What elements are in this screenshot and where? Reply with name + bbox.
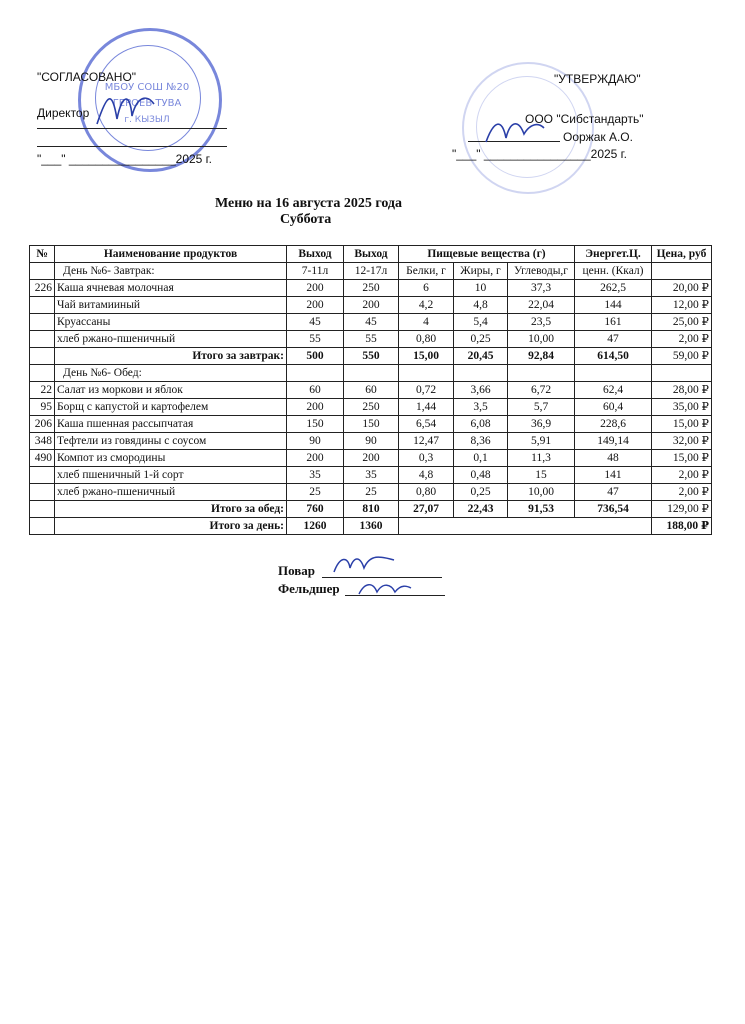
lunch-total-out2: 810: [344, 501, 399, 518]
col-out2-header: Выход: [344, 246, 399, 263]
lunch-name-cell: хлеб ржано-пшеничный: [55, 484, 287, 501]
breakfast-price-cell: 20,00 ₽: [652, 280, 712, 297]
breakfast-row: [30, 297, 712, 314]
lunch-fat-cell: 3,66: [454, 382, 508, 399]
lunch-section-row: [30, 365, 712, 382]
lunch-carbs-cell: 5,7: [508, 399, 575, 416]
day-total-row: [30, 518, 712, 535]
breakfast-total-label: Итого за завтрак:: [55, 348, 287, 365]
breakfast-out2-cell: 55: [344, 331, 399, 348]
breakfast-carbs-cell: 23,5: [508, 314, 575, 331]
lunch-rows: [30, 382, 712, 501]
breakfast-fat-cell: 10: [454, 280, 508, 297]
breakfast-protein-cell: 4,2: [399, 297, 454, 314]
lunch-protein-cell: 1,44: [399, 399, 454, 416]
lunch-energy-cell: 149,14: [575, 433, 652, 450]
page-title: Меню на 16 августа 2025 года: [215, 196, 403, 211]
lunch-name-cell: Тефтели из говядины с соусом: [55, 433, 287, 450]
breakfast-energy-cell: 262,5: [575, 280, 652, 297]
lunch-num-cell: 490: [30, 450, 55, 467]
menu-table: [29, 245, 712, 535]
breakfast-carbs-cell: 10,00: [508, 331, 575, 348]
breakfast-name-cell: Чай витамииный: [55, 297, 287, 314]
breakfast-total-energy: 614,50: [575, 348, 652, 365]
lunch-total-label: Итого за обед:: [55, 501, 287, 518]
lunch-carbs-cell: 5,91: [508, 433, 575, 450]
breakfast-price-cell: 2,00 ₽: [652, 331, 712, 348]
col-price-header: Цена, руб: [652, 246, 712, 263]
lunch-out2-cell: 35: [344, 467, 399, 484]
lunch-protein-cell: 0,72: [399, 382, 454, 399]
approval-left-label: "СОГЛАСОВАНО": [37, 70, 137, 84]
lunch-price-cell: 32,00 ₽: [652, 433, 712, 450]
approval-left-date: "___" ________________2025 г.: [37, 152, 212, 166]
breakfast-out1-cell: 45: [287, 314, 344, 331]
breakfast-fat-cell: 0,25: [454, 331, 508, 348]
col-out1-header: Выход: [287, 246, 344, 263]
lunch-name-cell: Каша пшенная рассыпчатая: [55, 416, 287, 433]
lunch-fat-cell: 6,08: [454, 416, 508, 433]
lunch-protein-cell: 0,80: [399, 484, 454, 501]
lunch-row: [30, 467, 712, 484]
signature-line-left-2: [37, 146, 227, 147]
lunch-total-out1: 760: [287, 501, 344, 518]
breakfast-total-carbs: 92,84: [508, 348, 575, 365]
lunch-fat-cell: 0,1: [454, 450, 508, 467]
breakfast-out2-cell: 45: [344, 314, 399, 331]
lunch-total-price: 129,00 ₽: [652, 501, 712, 518]
lunch-energy-cell: 60,4: [575, 399, 652, 416]
lunch-carbs-cell: 6,72: [508, 382, 575, 399]
lunch-out1-cell: 90: [287, 433, 344, 450]
breakfast-num-cell: [30, 297, 55, 314]
sub-protein: Белки, г: [399, 263, 454, 280]
lunch-num-cell: 22: [30, 382, 55, 399]
breakfast-name-cell: хлеб ржано-пшеничный: [55, 331, 287, 348]
cook-signature: [330, 550, 400, 580]
medic-signature: [355, 578, 415, 600]
lunch-protein-cell: 12,47: [399, 433, 454, 450]
approval-left-role: Директор: [37, 106, 90, 120]
lunch-name-cell: Салат из моркови и яблок: [55, 382, 287, 399]
breakfast-out1-cell: 200: [287, 297, 344, 314]
breakfast-protein-cell: 4: [399, 314, 454, 331]
lunch-num-cell: 95: [30, 399, 55, 416]
sub-energy: ценн. (Ккал): [575, 263, 652, 280]
lunch-energy-cell: 62,4: [575, 382, 652, 399]
col-nutrients-header: Пищевые вещества (г): [399, 246, 575, 263]
col-name-header: Наименование продуктов: [55, 246, 287, 263]
lunch-num-cell: 206: [30, 416, 55, 433]
lunch-carbs-cell: 15: [508, 467, 575, 484]
breakfast-out1-cell: 55: [287, 331, 344, 348]
approval-right-date: "___" ________________2025 г.: [452, 147, 627, 161]
breakfast-row: [30, 331, 712, 348]
lunch-name-cell: хлеб пшеничный 1-й сорт: [55, 467, 287, 484]
lunch-price-cell: 2,00 ₽: [652, 484, 712, 501]
lunch-total-energy: 736,54: [575, 501, 652, 518]
lunch-fat-cell: 3,5: [454, 399, 508, 416]
day-total-label: Итого за день:: [55, 518, 287, 535]
lunch-name-cell: Борщ с капустой и картофелем: [55, 399, 287, 416]
lunch-row: [30, 450, 712, 467]
lunch-fat-cell: 0,48: [454, 467, 508, 484]
approval-right-label: "УТВЕРЖДАЮ": [554, 72, 641, 86]
svg-text:г. КЫЗЫЛ: г. КЫЗЫЛ: [124, 115, 170, 125]
breakfast-total-fat: 20,45: [454, 348, 508, 365]
lunch-section-label: День №6- Обед:: [55, 365, 287, 382]
approver-signature: [480, 112, 550, 152]
lunch-price-cell: 2,00 ₽: [652, 467, 712, 484]
day-total-price: 188,00 ₽: [652, 518, 712, 535]
lunch-name-cell: Компот из смородины: [55, 450, 287, 467]
breakfast-name-cell: Круассаны: [55, 314, 287, 331]
breakfast-total-protein: 15,00: [399, 348, 454, 365]
lunch-num-cell: 348: [30, 433, 55, 450]
lunch-row: [30, 399, 712, 416]
day-total-out1: 1260: [287, 518, 344, 535]
cook-label: Повар: [278, 563, 316, 578]
lunch-row: [30, 484, 712, 501]
lunch-protein-cell: 0,3: [399, 450, 454, 467]
page-subtitle: Суббота: [280, 212, 332, 227]
lunch-out2-cell: 90: [344, 433, 399, 450]
table-header-row: [30, 246, 712, 263]
approval-right-org: ООО "Сибстандарть": [525, 112, 644, 126]
lunch-row: [30, 433, 712, 450]
breakfast-out2-cell: 200: [344, 297, 399, 314]
breakfast-row: [30, 280, 712, 297]
sub-out1: 7-11л: [287, 263, 344, 280]
lunch-protein-cell: 6,54: [399, 416, 454, 433]
breakfast-protein-cell: 0,80: [399, 331, 454, 348]
lunch-out1-cell: 25: [287, 484, 344, 501]
medic-label: Фельдшер: [278, 581, 340, 596]
lunch-out1-cell: 150: [287, 416, 344, 433]
breakfast-price-cell: 25,00 ₽: [652, 314, 712, 331]
lunch-out1-cell: 200: [287, 450, 344, 467]
lunch-out1-cell: 60: [287, 382, 344, 399]
lunch-out2-cell: 150: [344, 416, 399, 433]
approval-right-signer: Ооржак А.О.: [563, 130, 633, 144]
lunch-price-cell: 15,00 ₽: [652, 450, 712, 467]
sub-carbs: Углеводы,г: [508, 263, 575, 280]
lunch-row: [30, 416, 712, 433]
breakfast-carbs-cell: 22,04: [508, 297, 575, 314]
col-energy-header: Энергет.Ц.: [575, 246, 652, 263]
breakfast-fat-cell: 4,8: [454, 297, 508, 314]
breakfast-num-cell: [30, 314, 55, 331]
lunch-out2-cell: 250: [344, 399, 399, 416]
lunch-total-carbs: 91,53: [508, 501, 575, 518]
breakfast-out1-cell: 200: [287, 280, 344, 297]
lunch-fat-cell: 0,25: [454, 484, 508, 501]
lunch-row: [30, 382, 712, 399]
breakfast-total-price: 59,00 ₽: [652, 348, 712, 365]
svg-text:ГЕРОЕВ ТУВА: ГЕРОЕВ ТУВА: [112, 98, 182, 109]
lunch-energy-cell: 48: [575, 450, 652, 467]
breakfast-total-out2: 550: [344, 348, 399, 365]
lunch-energy-cell: 228,6: [575, 416, 652, 433]
col-num-header: №: [30, 246, 55, 263]
breakfast-section-label: День №6- Завтрак:: [55, 263, 287, 280]
lunch-total-fat: 22,43: [454, 501, 508, 518]
table-subheader-row: [30, 263, 712, 280]
lunch-energy-cell: 141: [575, 467, 652, 484]
breakfast-total-out1: 500: [287, 348, 344, 365]
lunch-total-row: [30, 501, 712, 518]
breakfast-out2-cell: 250: [344, 280, 399, 297]
lunch-price-cell: 15,00 ₽: [652, 416, 712, 433]
lunch-out2-cell: 60: [344, 382, 399, 399]
lunch-out1-cell: 200: [287, 399, 344, 416]
lunch-price-cell: 35,00 ₽: [652, 399, 712, 416]
breakfast-rows: [30, 280, 712, 348]
lunch-out2-cell: 25: [344, 484, 399, 501]
sub-fat: Жиры, г: [454, 263, 508, 280]
breakfast-total-row: [30, 348, 712, 365]
breakfast-carbs-cell: 37,3: [508, 280, 575, 297]
lunch-num-cell: [30, 467, 55, 484]
lunch-carbs-cell: 36,9: [508, 416, 575, 433]
lunch-out2-cell: 200: [344, 450, 399, 467]
lunch-num-cell: [30, 484, 55, 501]
breakfast-name-cell: Каша ячневая молочная: [55, 280, 287, 297]
breakfast-energy-cell: 47: [575, 331, 652, 348]
breakfast-row: [30, 314, 712, 331]
lunch-protein-cell: 4,8: [399, 467, 454, 484]
breakfast-num-cell: [30, 331, 55, 348]
breakfast-num-cell: 226: [30, 280, 55, 297]
svg-text:МБОУ СОШ №20: МБОУ СОШ №20: [104, 82, 190, 93]
breakfast-energy-cell: 144: [575, 297, 652, 314]
day-total-out2: 1360: [344, 518, 399, 535]
sub-out2: 12-17л: [344, 263, 399, 280]
breakfast-price-cell: 12,00 ₽: [652, 297, 712, 314]
breakfast-energy-cell: 161: [575, 314, 652, 331]
lunch-price-cell: 28,00 ₽: [652, 382, 712, 399]
breakfast-fat-cell: 5,4: [454, 314, 508, 331]
lunch-fat-cell: 8,36: [454, 433, 508, 450]
lunch-total-protein: 27,07: [399, 501, 454, 518]
lunch-out1-cell: 35: [287, 467, 344, 484]
lunch-carbs-cell: 11,3: [508, 450, 575, 467]
breakfast-protein-cell: 6: [399, 280, 454, 297]
lunch-carbs-cell: 10,00: [508, 484, 575, 501]
director-signature: [92, 84, 162, 134]
lunch-energy-cell: 47: [575, 484, 652, 501]
